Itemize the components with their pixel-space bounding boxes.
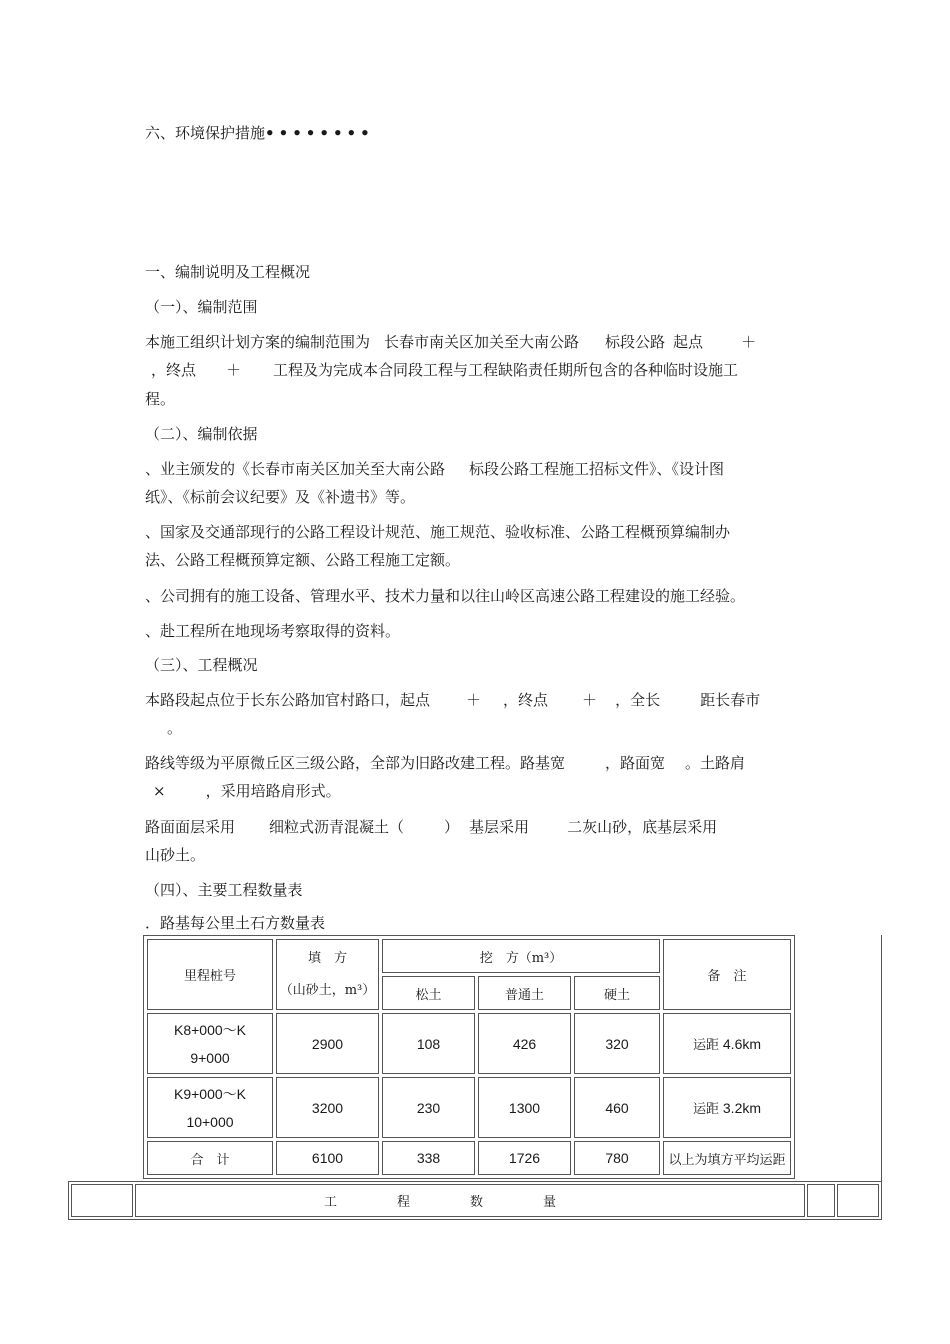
- remark-cell: 运距 4.6km: [663, 1013, 791, 1074]
- earthwork-table: [143, 935, 795, 1179]
- para-3-line-1: 、国家及交通部现行的公路工程设计规范、施工规范、验收标准、公路工程概预算编制办: [145, 523, 731, 541]
- para-4: 、公司拥有的施工设备、管理水平、技术力量和以往山岭区高速公路工程建设的施工经验。: [145, 587, 746, 605]
- header-station: 里程桩号: [147, 939, 273, 1010]
- para-1-line-2: ，终点 ＋ 工程及为完成本合同段工程与工程缺陷责任期所包含的各种临时设施工: [151, 361, 739, 379]
- page-frame-line: [881, 935, 882, 1181]
- loose-cell: 230: [382, 1077, 475, 1138]
- remark-cell: 运距 3.2km: [663, 1077, 791, 1138]
- footer-blank-mid: [807, 1184, 835, 1217]
- section-1-1-title: （一）、编制范围: [145, 298, 258, 316]
- hard-cell: 460: [574, 1077, 660, 1138]
- section-1-title: 一、编制说明及工程概况: [145, 263, 311, 281]
- toc-item: 六、环境保护措施••••••••: [145, 124, 374, 142]
- para-8-line-1: 路面面层采用 细粒式沥青混凝土（ ） 基层采用 二灰山砂，底基层采用: [145, 818, 718, 836]
- para-3-line-2: 法、公路工程概预算定额、公路工程施工定额。: [145, 551, 461, 569]
- para-2-line-2: 纸》、《标前会议纪要》及《补遗书》等。: [145, 488, 416, 506]
- table-row: [147, 1013, 791, 1074]
- header-loose: 松土: [382, 976, 475, 1010]
- header-hard: 硬土: [574, 976, 660, 1010]
- fill-cell: 3200: [276, 1077, 379, 1138]
- footer-title: 工程数量: [135, 1184, 805, 1217]
- total-fill: 6100: [276, 1141, 379, 1175]
- section-1-2-title: （二）、编制依据: [145, 425, 258, 443]
- para-6-line-2: 。: [167, 719, 183, 737]
- footer-blank-left: [71, 1184, 133, 1217]
- para-8-line-2: 山砂土。: [145, 846, 206, 864]
- hard-cell: 320: [574, 1013, 660, 1074]
- loose-cell: 108: [382, 1013, 475, 1074]
- normal-cell: 426: [478, 1013, 571, 1074]
- table-row: [147, 1077, 791, 1138]
- footer-blank-right: [837, 1184, 879, 1217]
- para-1-line-1: 本施工组织计划方案的编制范围为 长春市南关区加关至大南公路 标段公路 起点 ＋: [145, 333, 757, 351]
- section-1-4-title: （四）、主要工程数量表: [145, 881, 303, 899]
- normal-cell: 1300: [478, 1077, 571, 1138]
- para-7-line-1: 路线等级为平原微丘区三级公路，全部为旧路改建工程。路基宽 ，路面宽 。土路肩: [145, 754, 746, 772]
- total-hard: 780: [574, 1141, 660, 1175]
- total-loose: 338: [382, 1141, 475, 1175]
- total-normal: 1726: [478, 1141, 571, 1175]
- table-caption: ．路基每公里土石方数量表: [145, 914, 326, 932]
- table-header-row-1: [147, 939, 791, 973]
- para-2-line-1: 、业主颁发的《长春市南关区加关至大南公路 标段公路工程施工招标文件》、《设计图: [145, 460, 725, 478]
- header-cut: 挖 方（m³）: [382, 939, 660, 973]
- total-remark: 以上为填方平均运距: [663, 1141, 791, 1175]
- quantity-footer-table: [68, 1181, 882, 1220]
- para-6-line-1: 本路段起点位于长东公路加官村路口，起点 ＋ ，终点 ＋ ，全长 距长春市: [145, 691, 761, 709]
- station-cell: K9+000～K 10+000: [147, 1077, 273, 1138]
- total-label: 合 计: [147, 1141, 273, 1175]
- header-normal: 普通土: [478, 976, 571, 1010]
- para-5: 、赴工程所在地现场考察取得的资料。: [145, 622, 401, 640]
- table-total-row: [147, 1141, 791, 1175]
- header-fill: 填 方 （山砂土，m³）: [276, 939, 379, 1010]
- fill-cell: 2900: [276, 1013, 379, 1074]
- header-remark: 备 注: [663, 939, 791, 1010]
- para-7-line-2: × ，采用培路肩形式。: [153, 782, 341, 800]
- section-1-3-title: （三）、工程概况: [145, 656, 258, 674]
- station-cell: K8+000～K 9+000: [147, 1013, 273, 1074]
- para-1-line-3: 程。: [145, 390, 176, 408]
